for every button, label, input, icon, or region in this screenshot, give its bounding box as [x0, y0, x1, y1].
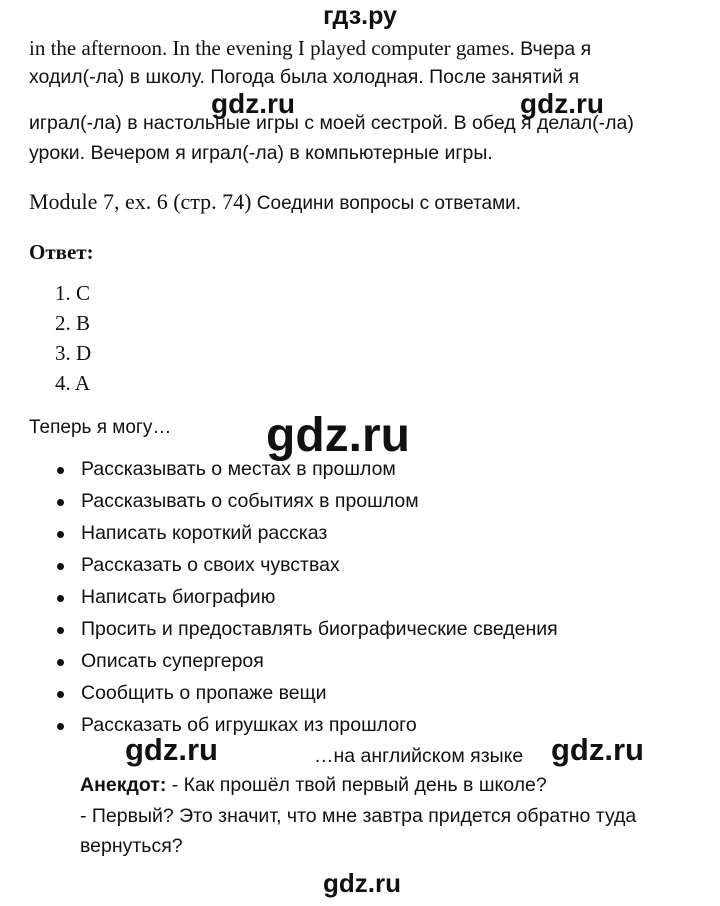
answer-value: A — [74, 371, 91, 395]
text-line-4: уроки. Вечером я играл(-ла) в компьютерные игры. — [29, 142, 493, 164]
now-i-can-suffix: …на английском языке — [314, 745, 524, 767]
bullet-dot — [57, 467, 64, 474]
bullet-dot — [57, 723, 64, 730]
bullet-dot — [57, 531, 64, 538]
site-header: гдз.ру — [323, 2, 397, 30]
bullet-item-1: Рассказывать о местах в прошлом — [81, 458, 396, 480]
bullet-item-9: Рассказать об игрушках из прошлого — [81, 714, 417, 736]
answer-item-4 — [55, 371, 90, 396]
joke-line-1 — [80, 774, 547, 797]
module-title: Module 7, ex. 6 (стр. 74) — [29, 189, 252, 214]
text-line-1-english: in the afternoon. In the evening I played computer games. — [29, 36, 515, 60]
bullet-dot — [57, 659, 64, 666]
answer-item-2 — [55, 311, 90, 336]
bullet-dot — [57, 691, 64, 698]
answer-item-3 — [55, 341, 91, 366]
joke-line-3: вернуться? — [80, 835, 183, 857]
now-i-can-intro: Теперь я могу… — [29, 417, 172, 438]
text-line-1 — [29, 38, 591, 60]
bullet-dot — [57, 627, 64, 634]
answer-num: 3. — [55, 341, 71, 365]
answer-item-1 — [55, 281, 90, 306]
watermark: gdz.ru — [125, 732, 218, 767]
joke-line-2: - Первый? Это значит, что мне завтра придется обратно туда — [80, 805, 637, 827]
module-task: Соедини вопросы с ответами. — [251, 193, 522, 214]
watermark: gdz.ru — [520, 88, 604, 119]
answer-num: 2. — [55, 311, 71, 335]
watermark: gdz.ru — [211, 88, 295, 119]
answer-num: 1. — [55, 281, 71, 305]
bullet-item-5: Написать биографию — [81, 586, 276, 608]
text-line-2: ходил(-ла) в школу. Погода была холодная. После занятий я — [29, 66, 580, 88]
bullet-dot — [57, 563, 64, 570]
answer-value: B — [76, 311, 91, 335]
answer-label: Ответ: — [29, 240, 94, 264]
bullet-item-7: Описать супергероя — [81, 650, 264, 672]
module-heading — [29, 189, 521, 215]
joke-label: Анекдот: — [80, 774, 167, 796]
joke-question: - Как прошёл твой первый день в школе? — [166, 774, 547, 796]
answer-value: D — [76, 341, 92, 365]
answer-value: C — [76, 281, 91, 305]
bullet-item-3: Написать короткий рассказ — [81, 522, 328, 544]
watermark: gdz.ru — [551, 732, 644, 767]
watermark: gdz.ru — [266, 409, 410, 462]
bullet-item-2: Рассказывать о событиях в прошлом — [81, 490, 419, 512]
bullet-dot — [57, 499, 64, 506]
bullet-item-6: Просить и предоставлять биографические сведения — [81, 618, 558, 640]
bullet-dot — [57, 595, 64, 602]
answer-num: 4. — [55, 371, 71, 395]
bullet-item-8: Сообщить о пропаже вещи — [81, 682, 327, 704]
bullet-item-4: Рассказать о своих чувствах — [81, 554, 340, 576]
text-line-1-russian: Вчера я — [514, 38, 592, 60]
text-line-3: играл(-ла) в настольные игры с моей сестрой. В обед я делал(-ла) — [29, 112, 634, 134]
watermark: gdz.ru — [323, 868, 401, 898]
